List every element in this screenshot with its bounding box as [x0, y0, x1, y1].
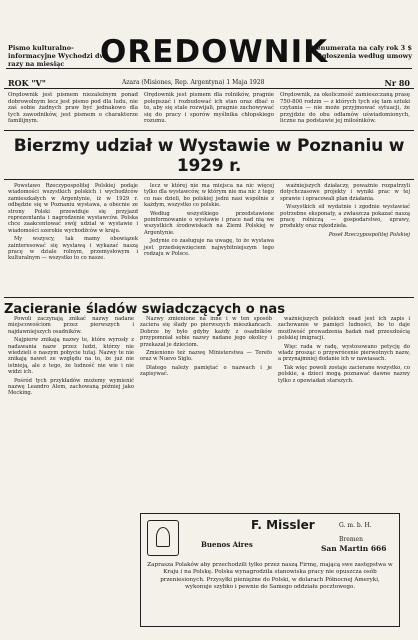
paragraph: Zmieniono też nazwę Ministerstwa — Terefo oraz w Nuevo Siglo.: [140, 350, 272, 363]
paragraph: Wszystkich sił wydatnie i zgodnie wystawiać potrzebne eksponaty, a zwłaszcza pokazać naszą pracę rolniczą — gospodarstwo, uprawy, produkty oraz rękodzieła.: [280, 204, 410, 230]
second-headline-part: śladów swiadczących o nas: [85, 302, 285, 317]
newspaper-page: [4, 4, 414, 636]
paragraph: Dlatego należy pamiętać o nazwach i je zapisywać.: [140, 364, 272, 378]
article-column: [144, 183, 274, 264]
paragraph: Tak więc powoli zostaje zacierane wszystko, co polskie, a dzieci mogą poznawać dawne nazwy tylko z opowiadań starszych.: [278, 364, 410, 384]
company-logo-icon: [147, 520, 179, 556]
paragraph: Pośród tych przykładów możemy wymienić nazwę Leandro Alem, zachowaną później jako Mecking.: [8, 377, 134, 397]
article-column: [8, 316, 134, 568]
paragraph: ważniejszych działaczy, poważnie rozpatrzyli dotychczasowe projekty i wyniki prac w tej sprawie i opracowali plan działania.: [280, 183, 410, 202]
advertisement-box: [140, 513, 400, 627]
company-name: F. Missler: [251, 518, 315, 532]
paragraph: Powoli zaczynają znikać nazwy nadane miejscowościom przez pierwszych i najdawniejszych osadników.: [8, 316, 134, 335]
company-suffix: G. m. b. H.: [339, 522, 372, 529]
main-headline: Bierzmy udział w Wystawie w Poznaniu w 1929 r.: [4, 131, 414, 180]
paragraph: Powstawo Rzeczypospolitej Polskiej podaje wiadomości wszystkich polskich i wychodźców zamieszkałych w Argentynie, iż w 1929 r. odbędzie się w Poznaniu wystawa, a obecnie ze strony Polski przewiduje się przyjazd reprezentanta i nagrodzenie wystawców. Polska chce zaakcentować swój udział w wystawie i wiadomości szerokie wychodźców w kraju.: [8, 183, 138, 234]
issue-number: Nr 80: [384, 78, 410, 88]
masthead-right-note: Prenumerata na cały rok 3 $ Ogłoszenia według umowy: [308, 44, 412, 60]
paragraph: Nazwy zmienione na inne i w ten sposób zaciera się ślady po pierwszych mieszkańcach. Dobrze by było gdyby każdy z osadników przypomniał sobie nazwy nadane jego okolicy i przekazał je dzieciom.: [140, 316, 272, 348]
issue-bar: [4, 76, 414, 89]
newspaper-title: OREDOWNIK: [100, 34, 329, 70]
company-city: Bremen: [339, 536, 363, 543]
article-column: [280, 183, 410, 264]
paragraph: Według wszystkiego przedstawione poinformowanie o wystawie i prace nad nią we wszystkich środowiskach na Ziemi Polskiej w Argentynie.: [144, 210, 274, 236]
second-headline: [4, 298, 414, 317]
issue-year: ROK "V": [8, 78, 46, 88]
paragraph: Jedynie co zasługuje na uwagę, to że wystawa jest przedsięwzięciem najwybitniejszym tego rodzaju w Polsce.: [144, 238, 274, 258]
editorial-notes: [4, 89, 414, 131]
signature: Poseł Rzeczypospolitej Polskiej: [328, 231, 410, 238]
paragraph: ważniejszych polskich osad jest ich zapis i zachowanie w pamięci ludności, bo to daje możliwość prowadzenia badań nad przeszłością polskiej imigracji.: [278, 316, 410, 342]
paragraph: My wszyscy, tak mamy obowiązek zainteresować się wystawą i wykazać naszą pracę w dziale rolnym, przemysłowym i kulturalnym — wszystko to co nasze.: [8, 236, 138, 262]
masthead-left-note: Pismo kulturalno-informacyjne Wychodzi dwa razy na miesiąc: [8, 44, 110, 68]
masthead: [4, 4, 414, 76]
paragraph: lecz w której nie ma miejsca na nic więcej tylko dla wystawców, w którym nie ma nic z tego co nas dzieli, bo polskiej jedni nasi wspólnie z każdym, wszystko co polskie.: [144, 183, 274, 209]
editorial-note: Orędownik jest pismem niezależnym ponad dobrowolnym lecz jest pismo pod dla ludu, nie zaś sobie żadnych praw być jednakowo dla tych zawodników, jest pismem o charakterze familijnym.: [8, 92, 138, 125]
editorial-note: Orędownik jest pismem dla rolników, pragnie polepszać i rozbudować ich stan oraz dbać o to, aby się stale rozwijali, pragnie zachowywać się do pracy i sporów myślnika chłopskiego rozumu.: [144, 92, 274, 125]
paragraph: Więc rada w radę, wystosowano petycję do władz prosząc o przywrócenie pierwotnych nazw, a przynajmniej dodanie ich w nawiasach.: [278, 343, 410, 363]
article-column: [8, 183, 138, 264]
issue-place-date: Azara (Misiones, Rep. Argentyna) 1 Maja 1928: [122, 79, 265, 86]
paragraph: Najpierw znikają nazwy te, które wyrosły z nadawania nazw przez ludzi, którzy nie wiedzieli o naszym pobycie tutaj. Nazwy te nie znikają nawet ze względu na to, że już nie istnieją, ale z tego, że ludność nie wie i nie widzi ich.: [8, 337, 134, 376]
masthead-divider: [6, 68, 412, 69]
advertisement-text: Zaprasza Polaków aby przechodzili tylko przez naszą Firmę, mającą swe zastępstwa w Kraju i na Polskę. Polska wynagrodziła stanowiska pracy nie opuszcza osób przeniesionych. Przysyłki pieniężne do Polski, w dolarach Północnej Ameryki, wykonuje szybko i pewnie do Samego oddziału pocztowego.: [147, 562, 393, 591]
second-headline-part: Zacieranie: [4, 302, 81, 317]
company-street: San Martin 666: [321, 544, 387, 553]
company-city: Buenos Aires: [201, 540, 253, 549]
main-article: [4, 131, 414, 298]
editorial-note: Orędownik, za okoliczność zamieszczaną prasę 750-800 rodzin — z których tych się tam sztuki czytania — nie może przyjmować sytuacji, że przyjdzie do obu odłamów uświadomionych, liczne na podstawie jej miłośników.: [280, 92, 410, 125]
